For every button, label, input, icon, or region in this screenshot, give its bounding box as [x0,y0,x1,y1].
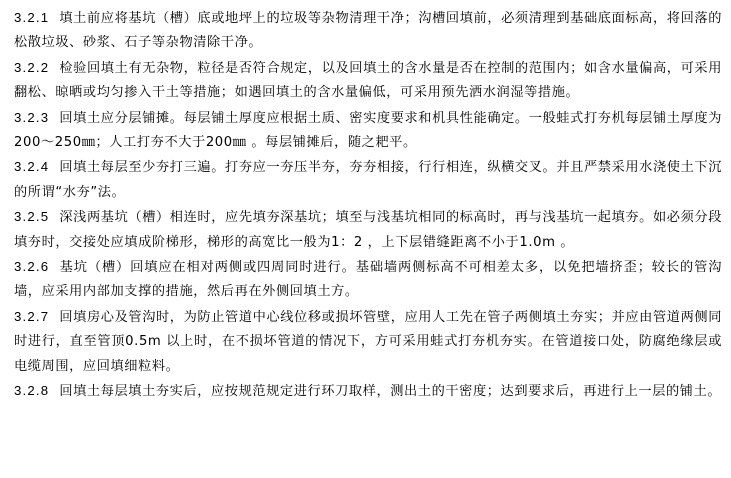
clause-text: 回填土应分层铺摊。每层铺土厚度应根据土质、密实度要求和机具性能确定。一般蛙式打夯机每层铺土厚度为200～250㎜；人工打夯不大于200㎜ 。每层铺摊后，随之耙平。 [14,110,722,151]
clause-text: 回填房心及管沟时，为防止管道中心线位移或损坏管壁，应用人工先在管子两侧填土夯实；并应由管道两侧同时进行，直至管顶0.5m 以上时，在不损坏管道的情况下，方可采用蛙式打夯机夯实。在管道接口处，防腐绝缘层或电缆周围，应回填细粒料。 [14,309,722,374]
clause-text: 检验回填土有无杂物，粒径是否符合规定，以及回填土的含水量是否在控制的范围内；如含水量偏高，可采用翻松、晾晒或均匀掺入干土等措施；如遇回填土的含水量偏低，可采用预先洒水润湿等措施。 [14,60,722,101]
clause-number: 3.2.3 [14,109,50,125]
clause-number: 3.2.7 [14,308,50,324]
clause-number: 3.2.6 [14,259,50,275]
clause-3-2-4 [14,155,722,205]
clause-number: 3.2.5 [14,209,50,225]
clause-3-2-8 [14,379,722,404]
clause-text: 回填土每层填土夯实后，应按规范规定进行环刀取样，测出土的干密度；达到要求后，再进行上一层的铺土。 [59,384,722,400]
clause-3-2-7 [14,305,722,379]
clause-number: 3.2.2 [14,59,50,75]
clause-text: 回填土每层至少夯打三遍。打夯应一夯压半夯，夯夯相接，行行相连，纵横交叉。并且严禁采用水浇使土下沉的所谓“水夯”法。 [14,160,722,200]
clause-3-2-5 [14,205,722,255]
clause-3-2-6 [14,255,722,305]
clause-3-2-3 [14,106,722,156]
document-body [14,6,722,405]
clause-number: 3.2.4 [14,159,50,175]
clause-text: 深浅两基坑（槽）相连时，应先填夯深基坑；填至与浅基坑相同的标高时，再与浅基坑一起填夯。如必须分段填夯时，交接处应填成阶梯形，梯形的高宽比一般为1：2 ，上下层错缝距离不小于1.0m 。 [14,210,722,250]
clause-number: 3.2.8 [14,383,50,399]
clause-number: 3.2.1 [14,10,50,25]
clause-text: 基坑（槽）回填应在相对两侧或四周同时进行。基础墙两侧标高不可相差太多，以免把墙挤歪；较长的管沟墙，应采用内部加支撑的措施，然后再在外侧回填土方。 [14,260,722,300]
clause-3-2-2 [14,56,722,106]
clause-3-2-1 [14,6,722,56]
clause-text: 填土前应将基坑（槽）底或地坪上的垃圾等杂物清理干净；沟槽回填前，必须清理到基础底面标高，将回落的松散垃圾、砂浆、石子等杂物清除干净。 [14,11,722,51]
